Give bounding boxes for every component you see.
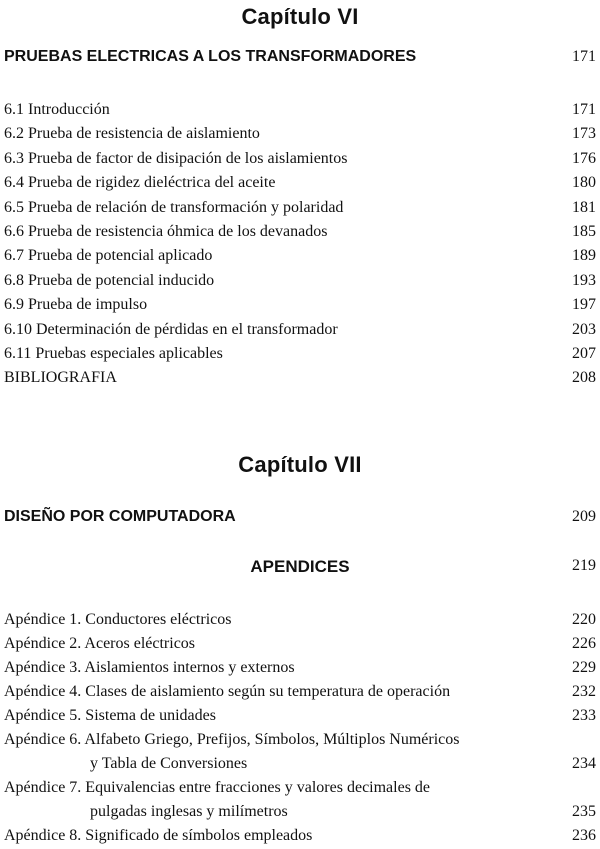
toc-entry[interactable] — [4, 171, 596, 195]
chapter-6-toc-list — [4, 98, 596, 391]
chapter-7-section-page: 209 — [572, 508, 596, 525]
toc-entry-page: 207 — [572, 344, 596, 362]
chapter-6-title: Capítulo VI — [241, 4, 359, 29]
chapter-6-section[interactable] — [4, 48, 596, 70]
chapter-7-title: Capítulo VII — [238, 452, 362, 477]
apendice-label: Apéndice 3. Aislamientos internos y externos — [4, 659, 295, 676]
toc-entry-label: 6.3 Prueba de factor de disipación de los aislamientos — [4, 149, 348, 167]
toc-entry[interactable] — [4, 98, 596, 122]
apendice-label-continuation: pulgadas inglesas y milímetros — [90, 803, 288, 820]
apendice-page: 220 — [572, 611, 596, 628]
apendice-label: Apéndice 2. Aceros eléctricos — [4, 635, 196, 652]
toc-entry[interactable] — [4, 269, 596, 293]
apendice-entry[interactable] — [4, 704, 596, 728]
toc-entry[interactable] — [4, 122, 596, 146]
toc-entry[interactable] — [4, 318, 596, 342]
toc-entry-label: 6.9 Prueba de impulso — [4, 296, 148, 314]
toc-entry-label: 6.1 Introducción — [4, 101, 110, 118]
toc-entry-page: 193 — [572, 271, 596, 289]
apendices-section[interactable] — [0, 557, 600, 579]
apendice-label: Apéndice 7. Equivalencias entre fracciones y valores decimales de — [4, 779, 431, 796]
toc-entry-page: 197 — [572, 296, 596, 314]
chapter-6-section-page: 171 — [572, 48, 596, 65]
apendice-page: 232 — [572, 683, 596, 700]
apendices-title: APENDICES — [250, 557, 350, 576]
apendice-entry[interactable] — [4, 656, 596, 680]
toc-entry[interactable] — [4, 293, 596, 317]
toc-entry-page: 181 — [572, 198, 596, 216]
toc-entry-label: 6.4 Prueba de rigidez dieléctrica del aceite — [4, 174, 276, 192]
apendice-label: Apéndice 8. Significado de símbolos empleados — [4, 827, 313, 844]
apendice-entry[interactable] — [4, 776, 596, 824]
toc-entry-page: 185 — [572, 222, 596, 240]
toc-entry-label: 6.8 Prueba de potencial inducido — [4, 271, 215, 289]
chapter-6-section-label: PRUEBAS ELECTRICAS A LOS TRANSFORMADORES — [4, 48, 417, 65]
apendices-list — [4, 608, 596, 848]
apendice-label: Apéndice 1. Conductores eléctricos — [4, 611, 232, 628]
apendice-entry[interactable] — [4, 824, 596, 848]
toc-entry-label: BIBLIOGRAFIA — [4, 369, 117, 387]
apendice-entry[interactable] — [4, 728, 596, 776]
toc-entry-page: 189 — [572, 247, 596, 265]
apendice-label: Apéndice 6. Alfabeto Griego, Prefijos, Símbolos, Múltiplos Numéricos — [4, 731, 460, 748]
toc-entry[interactable] — [4, 147, 596, 171]
toc-entry-label: 6.11 Pruebas especiales aplicables — [4, 344, 223, 362]
toc-entry[interactable] — [4, 196, 596, 220]
toc-entry-label: 6.5 Prueba de relación de transformación y polaridad — [4, 198, 344, 216]
toc-entry-page: 176 — [572, 149, 596, 167]
apendice-entry[interactable] — [4, 608, 596, 632]
apendice-entry[interactable] — [4, 632, 596, 656]
toc-entry-page: 171 — [572, 101, 596, 118]
apendice-entry[interactable] — [4, 680, 596, 704]
toc-entry-page: 180 — [572, 174, 596, 192]
apendices-page: 219 — [572, 557, 596, 574]
apendice-page: 229 — [572, 659, 596, 676]
chapter-7-section-label: DISEÑO POR COMPUTADORA — [4, 508, 236, 525]
toc-entry[interactable] — [4, 220, 596, 244]
toc-entry[interactable] — [4, 366, 596, 390]
apendice-label: Apéndice 4. Clases de aislamiento según su temperatura de operación — [4, 683, 451, 700]
chapter-7-section[interactable] — [4, 508, 596, 530]
apendice-page: 233 — [572, 707, 596, 724]
toc-entry-page: 208 — [572, 369, 596, 387]
apendice-page: 226 — [572, 635, 596, 652]
apendice-label-continuation: y Tabla de Conversiones — [90, 755, 248, 772]
toc-entry-label: 6.10 Determinación de pérdidas en el transformador — [4, 320, 338, 338]
toc-entry-label: 6.7 Prueba de potencial aplicado — [4, 247, 213, 265]
toc-entry-page: 173 — [572, 125, 596, 143]
toc-entry[interactable] — [4, 244, 596, 268]
apendice-page: 234 — [572, 755, 596, 772]
toc-entry-page: 203 — [572, 320, 596, 338]
apendice-label: Apéndice 5. Sistema de unidades — [4, 707, 216, 724]
toc-entry-label: 6.2 Prueba de resistencia de aislamiento — [4, 125, 260, 143]
apendice-page: 236 — [572, 827, 596, 844]
apendice-page: 235 — [572, 803, 596, 820]
toc-entry[interactable] — [4, 342, 596, 366]
toc-entry-label: 6.6 Prueba de resistencia óhmica de los devanados — [4, 222, 328, 240]
